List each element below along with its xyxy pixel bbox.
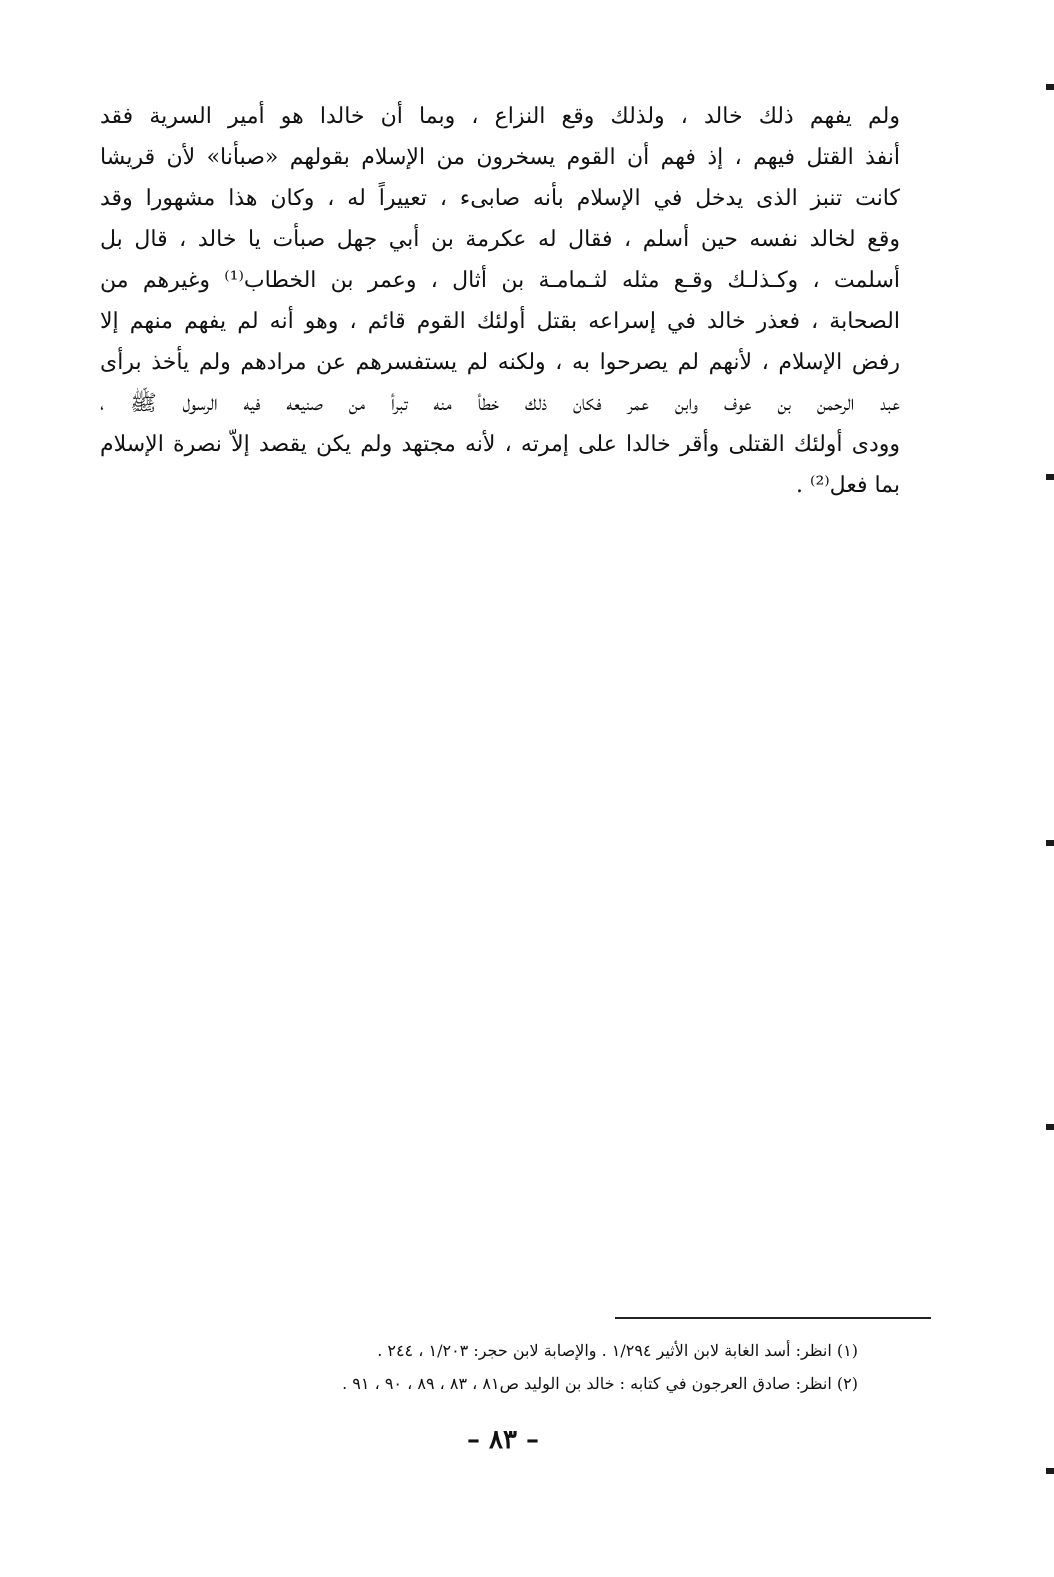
body-line: رفض الإسلام ، لأنهم لم يصرحوا به ، ولكنه لم يستفسرهم عن مرادهم ولم يأخذ برأى — [100, 350, 900, 375]
body-line: عبد الرحمن بن عوف وابن عمر فكان ذلك خطأ منه تبرأ من صنيعه فيه الرسول ﷺ ، — [100, 391, 900, 416]
scan-edge-mark — [1046, 840, 1054, 846]
scan-edge-mark — [1046, 1468, 1054, 1474]
footnotes — [240, 1334, 858, 1400]
body-line: وودى أولئك القتلى وأقر خالدا على إمرته ، لأنه مجتهد ولم يكن يقصد إلاّ نصرة الإسلام — [100, 432, 900, 457]
scan-edge-mark — [1046, 474, 1054, 480]
body-line: بما فعل⁽²⁾ . — [796, 473, 900, 498]
body-line: وقع لخالد نفسه حين أسلم ، فقال له عكرمة بن أبي جهل صبأت يا خالد ، قال بل — [100, 227, 900, 252]
body-line: ولم يفهم ذلك خالد ، ولذلك وقع النزاع ، وبما أن خالدا هو أمير السرية فقد — [100, 104, 900, 129]
footnote-1: (١) انظر: أسد الغابة لابن الأثير ١/٢٩٤ . والإصابة لابن حجر: ١/٢٠٣ ، ٢٤٤ . — [377, 1341, 858, 1360]
body-line: الصحابة ، فعذر خالد في إسراعه بقتل أولئك القوم قائم ، وهو أنه لم يفهم منهم إلا — [100, 309, 900, 334]
body-line: أسلمت ، وكـذلـك وقـع مثله لثـمامـة بن أثال ، وعمر بن الخطاب⁽¹⁾ وغيرهم من — [100, 268, 900, 293]
footnote-divider — [615, 1317, 931, 1319]
scan-edge-mark — [1046, 84, 1054, 90]
footnote-2: (٢) انظر: صادق العرجون في كتابه : خالد بن الوليد ص٨١ ، ٨٣ ، ٨٩ ، ٩٠ ، ٩١ . — [342, 1374, 858, 1393]
page-number: – ٨٣ – — [466, 1425, 540, 1455]
body-line: أنفذ القتل فيهم ، إذ فهم أن القوم يسخرون من الإسلام بقولهم «صبأنا» لأن قريشا — [100, 145, 900, 170]
scan-edge-mark — [1046, 1124, 1054, 1130]
body-paragraph — [100, 96, 900, 506]
body-line: كانت تنبز الذى يدخل في الإسلام بأنه صابىء ، تعييراً له ، وكان هذا مشهورا وقد — [100, 186, 900, 211]
